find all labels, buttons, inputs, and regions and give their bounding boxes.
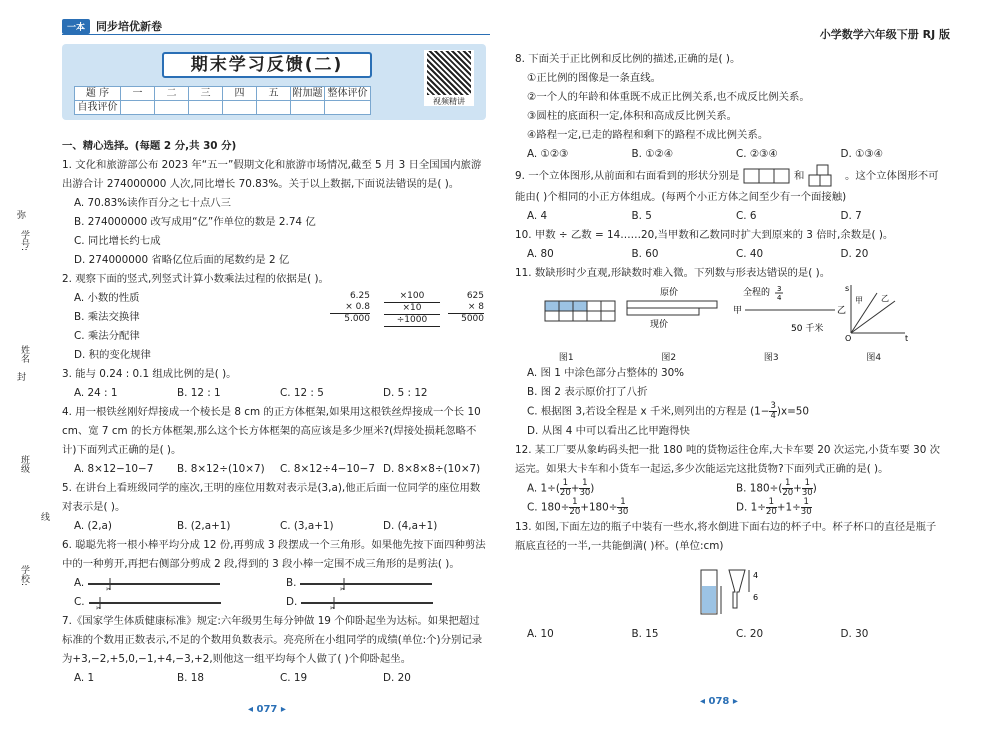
q6-option-a[interactable] [62,574,274,593]
calc-arrow: ÷1000 [384,315,440,327]
q13-height-1: 4 [753,570,759,580]
side-label-number: 学号: [19,230,29,252]
q12-option-a[interactable]: A. 1÷( $\frac{1}{20}$ + $\frac{1}{30}$ ) [527,477,595,498]
calc-arrow: ×10 [384,303,440,315]
fraction: $\frac{1}{20}$ [559,477,571,498]
caption-fig1: 图1 [558,353,574,363]
fraction: $\frac{1}{30}$ [800,497,812,517]
q4-option-a[interactable]: A. 8×12−10−7 [74,463,154,475]
q8-option-b[interactable]: B. ①②④ [631,148,674,160]
fig4-origin: O [845,334,852,343]
question-9 [515,164,945,207]
score-cell[interactable] [155,101,189,115]
q13-options [515,625,945,644]
q10-option-b[interactable]: B. 60 [631,248,659,260]
fraction: $\frac{1}{20}$ [782,477,794,498]
q5-option-b[interactable]: B. (2,a+1) [177,520,231,532]
q9-options [515,207,945,226]
figure-4-graph [845,284,908,343]
series-badge: 一本 [62,19,90,34]
q13-option-a[interactable]: A. 10 [527,627,554,640]
q2-calc-right [448,291,484,325]
q10-option-c[interactable]: C. 40 [736,248,764,260]
front-view-figure [743,168,791,184]
q7-option-d[interactable]: D. 20 [383,672,411,684]
q1-option-b[interactable]: B. 274000000 改写成用“亿”作单位的数是 2.74 亿 [74,216,316,228]
side-label-name: 姓名 [19,345,29,363]
side-seal-1: 弥 [15,210,25,219]
q8-option-a[interactable]: A. ①②③ [527,148,569,160]
page-number-text: 078 [708,696,730,707]
page-number-text: 077 [256,704,278,715]
score-cell[interactable] [121,101,155,115]
fig4-axis-t: t [905,334,909,343]
fraction: $\frac{1}{20}$ [569,497,581,517]
page-number-right: ◂ 078 ▸ [700,696,738,707]
score-head-3: 三 [189,87,223,101]
q12-options [515,479,945,518]
series-header [62,18,162,34]
score-head-6: 附加题 [292,88,323,99]
q8-statement-3: ③圆柱的底面积一定,体积和高成反比例关系。 [527,110,738,122]
stick-cut-icon [85,596,225,610]
fig3-frac-num: 3 [777,285,782,293]
q8-option-c[interactable]: C. ②③④ [736,148,778,160]
svg-text:✂: ✂ [106,585,112,591]
calc-line: 5.000 [344,314,370,324]
right-column [515,50,945,644]
q11-option-a[interactable]: A. 图 1 中涂色部分占整体的 30% [527,367,685,379]
q11-figures [515,283,945,345]
q9-option-b[interactable]: B. 5 [631,210,652,222]
q6-label-b: B. [286,577,297,589]
side-label-class: 班级 [19,455,29,473]
q13-figure [515,556,945,618]
section-heading: 一、精心选择。(每题 2 分,共 30 分) [62,140,237,152]
q9-option-a[interactable]: A. 4 [527,210,548,222]
calc-line: 5000 [461,314,484,324]
question-6: 6. 聪聪先将一根小棒平均分成 12 份,再剪成 3 段摆成一个三角形。如果他先按下面四种剪法中的一种剪开,再把右侧部分剪成 2 段,得到的 3 段小棒一定围不成三角形的是剪法( )。 [62,539,486,570]
series-name: 同步培优新卷 [96,20,163,33]
fraction: $\frac{1}{30}$ [617,497,629,517]
q5-options [62,517,486,536]
calc-line: × 8 [448,302,484,314]
q10-option-d[interactable]: D. 20 [840,248,869,260]
grade-label: 小学数学六年级下册 RJ 版 [819,28,950,41]
q9-option-c[interactable]: C. 6 [736,210,757,222]
score-head-0: 题 序 [75,87,121,101]
score-table [74,86,371,115]
question-3: 3. 能与 0.24 : 0.1 组成比例的是( )。 [62,368,237,380]
q12-option-d[interactable]: D. 1÷ $\frac{1}{20}$ +1÷ $\frac{1}{30}$ [736,497,812,517]
q11-option-c[interactable]: C. 根据图 3,若设全程是 x 千米,则列出的方程是 (1− $\frac{3}{4}$ )x=50 [527,401,810,421]
question-10: 10. 甲数 ÷ 乙数 = 14……20,当甲数和乙数同时扩大到原来的 3 倍时,余数是( )。 [515,229,894,241]
q2-calc-left [330,291,370,325]
side-seal-2: 封 [15,372,25,381]
q9-text-b: 和 [793,170,805,182]
q2-option-c[interactable]: C. 乘法分配律 [74,330,140,342]
question-12: 12. 某工厂要从象屿码头把一批 180 吨的货物运往仓库,大卡车要 20 次运完,小货车要 30 次运完。如果大卡车和小货车一起运,多少次能运完这批货物?下面列式正确的是( )。 [515,443,941,475]
fig4-label-a: 甲 [855,296,863,305]
q12b-text: B. 180÷ [736,482,779,494]
calc-line: 6.25 [349,291,370,301]
q6-option-b[interactable] [274,574,486,593]
score-cell[interactable] [189,101,223,115]
figure-3-line [733,285,846,334]
q10-options [515,245,945,264]
svg-text:✂: ✂ [330,604,336,610]
q4-option-c[interactable]: C. 8×12÷4−10−7 [280,463,375,475]
q9-text-a: 9. 一个立体图形,从前面和右面看到的形状分别是 [515,170,740,182]
q2-calc-arrows [384,291,440,327]
svg-text:✂: ✂ [95,604,101,610]
q7-option-c[interactable]: C. 19 [280,672,308,684]
question-4: 4. 用一根铁丝刚好焊接成一个棱长是 8 cm 的正方体框架,如果用这根铁丝焊接成一个长 10 cm、宽 7 cm 的长方体框架,那么这个长方体框架的高应该是多少厘米?(焊接处损耗忽略不计)下面列式正确的是( )。 [62,406,481,456]
side-seal-3: 线 [39,512,49,521]
q11-option-d[interactable]: D. 从图 4 中可以看出乙比甲跑得快 [527,424,690,437]
q8-option-d[interactable]: D. ①③④ [840,148,884,160]
score-head-5: 五 [257,87,291,101]
side-label-school: 学校: [19,565,29,587]
page-number-left: ◂ 077 ▸ [248,704,286,715]
q3-options [62,384,486,403]
q11-captions [515,352,945,364]
left-column [62,137,486,688]
q8-statement-2: ②一个人的年龄和体重既不成正比例关系,也不成反比例关系。 [527,91,810,103]
q2-block [62,289,486,365]
question-13: 13. 如图,下面左边的瓶子中装有一些水,将水倒进下面右边的杯子中。杯子杯口的直径是瓶子瓶底直径的一半,一共能倒满( )杯。(单位:cm) [515,520,937,552]
q11-option-b[interactable]: B. 图 2 表示原价打了八折 [527,386,648,398]
q6-options [62,574,486,612]
score-cell[interactable] [223,101,257,115]
fig2-label-current: 现价 [650,320,669,330]
fig4-label-b: 乙 [881,294,889,303]
fraction: $\frac{3}{4}$ [770,401,776,421]
caption-fig4: 图4 [866,353,882,363]
q7-option-a[interactable]: A. 1 [74,672,95,684]
q12d-text: D. 1÷ [736,501,766,514]
question-2: 2. 观察下面的竖式,列竖式计算小数乘法过程的依据是( )。 [62,273,329,285]
q9-text-c: 。这个立体图形不可能由( )个相同的小正方体组成。(每两个小正方体之间至少有一个面接触) [515,170,939,203]
q7-options [62,669,486,688]
figure-2-bars [627,286,717,330]
q13-option-d[interactable]: D. 30 [840,627,869,640]
exam-title: 期末学习反馈(二) [162,52,372,78]
q5-option-d[interactable]: D. (4,a+1) [383,520,438,532]
calc-line: × 0.8 [330,302,370,314]
q1-option-a[interactable]: A. 70.83%读作百分之七十点八三 [74,197,232,209]
score-cell[interactable] [325,101,371,115]
question-1: 1. 文化和旅游部公布 2023 年“五一”假期文化和旅游市场情况,截至 5 月 3 日全国国内旅游出游合计 274000000 人次,同比增长 70.83%。关于以上数据,下面说法错误的是( )。 [62,159,482,190]
q11c-eq: x=50 [780,405,810,418]
caption-fig2: 图2 [661,353,677,363]
score-cell[interactable] [291,101,325,115]
q4-option-d[interactable]: D. 8×8×8÷(10×7) [383,463,481,475]
fraction: $\frac{1}{30}$ [801,477,813,498]
q11c-text: C. 根据图 3,若设全程是 x 千米,则列出的方程是 [527,405,747,418]
score-head-2: 二 [155,87,189,101]
caption-fig3: 图3 [763,353,779,363]
q13-option-b[interactable]: B. 15 [631,627,659,640]
q2-option-d[interactable]: D. 积的变化规律 [74,349,151,361]
q12-option-b[interactable]: B. 180÷( $\frac{1}{20}$ + $\frac{1}{30}$ ) [736,477,817,498]
q2-option-b[interactable]: B. 乘法交换律 [74,311,140,323]
fig3-label-total: 全程的 [743,288,771,298]
q3-option-b[interactable]: B. 12 : 1 [177,387,221,399]
fig3-label-dist: 50 千米 [791,324,824,334]
q13-option-c[interactable]: C. 20 [736,627,764,640]
q6-label-a: A. [74,577,85,589]
score-self-label: 自我评价 [75,101,121,115]
stick-cut-icon [84,577,224,591]
q5-option-a[interactable]: A. (2,a) [74,520,112,532]
fig2-label-original: 原价 [660,288,679,298]
q1-option-c[interactable]: C. 同比增长约七成 [74,235,161,247]
q6-label-c: C. [74,596,85,608]
q3-option-a[interactable]: A. 24 : 1 [74,387,118,399]
q3-option-d[interactable]: D. 5 : 12 [383,387,428,399]
header-rule [62,34,490,35]
q10-option-a[interactable]: A. 80 [527,248,554,260]
q8-options [515,145,945,164]
fig4-axis-s: s [845,284,850,293]
score-head-4: 四 [223,87,257,101]
q2-option-a[interactable]: A. 小数的性质 [74,292,140,304]
qr-image [427,51,471,95]
svg-text:✂: ✂ [340,585,346,591]
q12-option-c[interactable]: C. 180÷ $\frac{1}{20}$ +180÷ $\frac{1}{30}$ [527,497,629,517]
title-banner [62,44,486,120]
score-cell[interactable] [257,101,291,115]
fig3-label-a: 甲 [733,306,743,316]
fraction: $\frac{1}{20}$ [765,497,777,517]
q4-option-b[interactable]: B. 8×12÷(10×7) [177,463,265,475]
q6-option-c[interactable] [62,593,274,612]
q6-option-d[interactable] [274,593,486,612]
side-view-figure [808,164,842,188]
score-head-7: 整体评价 [325,87,371,101]
q4-options [62,460,486,479]
question-7: 7.《国家学生体质健康标准》规定:六年级男生每分钟做 19 个仰卧起坐为达标。如果把超过标准的个数用正数表示,不足的个数用负数表示。亮亮所在小组同学的成绩(单位:个)分别记录为+3,−2,+5,0,−1,+4,−3,+2,则他这一组平均每个人做了( )个仰卧起坐。 [62,615,483,665]
q9-option-d[interactable]: D. 7 [840,210,862,222]
question-11: 11. 数缺形时少直观,形缺数时难入微。下列数与形表达错误的是( )。 [515,267,831,279]
qr-label: 视频精讲 [433,97,465,106]
qr-code[interactable] [424,50,474,106]
stick-cut-icon [297,596,437,610]
calc-line: 625 [466,291,484,301]
q13-height-2: 6 [753,592,759,602]
question-5: 5. 在讲台上看班级同学的座次,王明的座位用数对表示是(3,a),他正后面一位同学的座位用数对表示是( )。 [62,482,481,513]
q12a-text: A. 1÷ [527,482,556,494]
q8-statement-4: ④路程一定,已走的路程和剩下的路程不成比例关系。 [527,129,769,141]
score-head-1: 一 [121,87,155,101]
fig3-label-b: 乙 [837,306,847,316]
q5-option-c[interactable]: C. (3,a+1) [280,520,334,532]
q8-statement-1: ①正比例的图像是一条直线。 [527,72,662,84]
fraction: $\frac{1}{30}$ [579,477,591,498]
q1-option-d[interactable]: D. 274000000 省略亿位后面的尾数约是 2 亿 [74,254,290,266]
figure-1-grid [545,301,615,321]
fig3-frac-den: 4 [777,294,782,302]
stick-cut-icon [296,577,436,591]
calc-arrow: ×100 [384,291,440,303]
question-8: 8. 下面关于正比例和反比例的描述,正确的是( )。 [515,53,741,65]
q12c-text: C. 180÷ [527,501,570,514]
q3-option-c[interactable]: C. 12 : 5 [280,387,324,399]
q6-label-d: D. [286,596,298,608]
q7-option-b[interactable]: B. 18 [177,672,204,684]
